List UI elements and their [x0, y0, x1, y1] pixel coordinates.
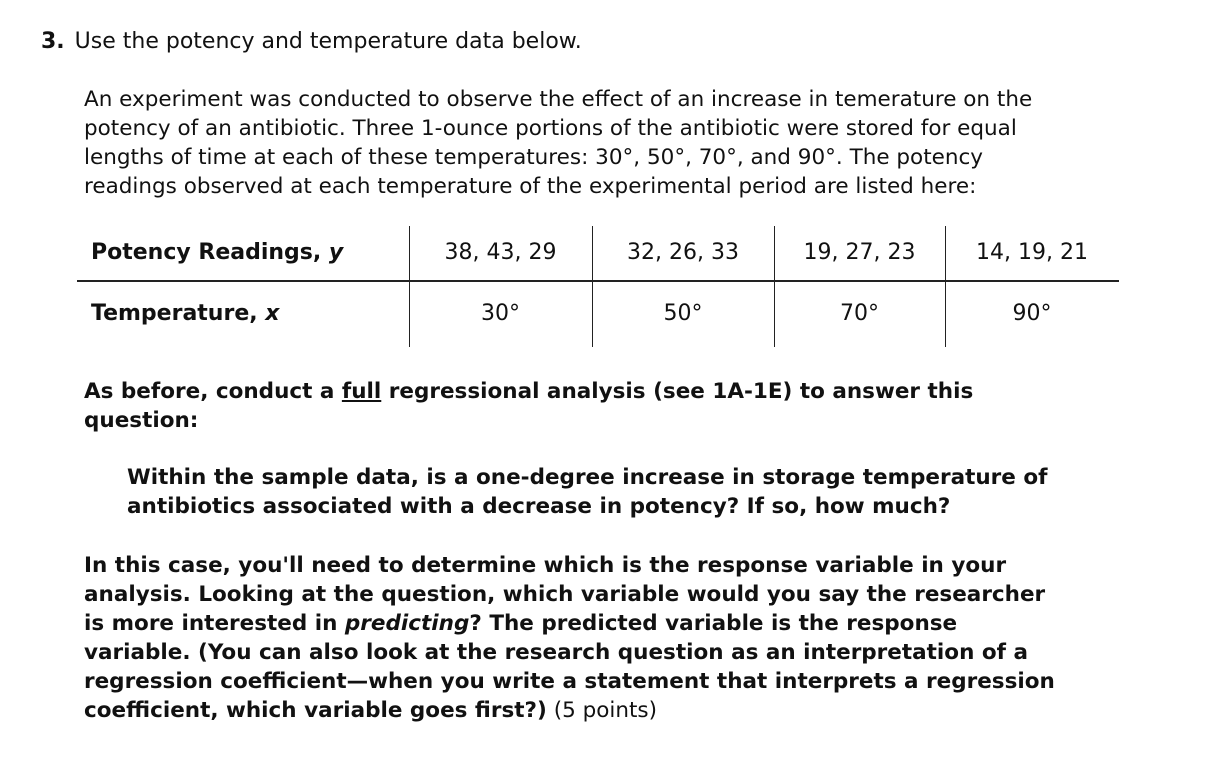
potency-row-label: Potency Readings, y	[91, 240, 344, 265]
potency-cell: 14, 19, 21	[976, 240, 1088, 265]
temperature-cell: 70°	[840, 301, 879, 326]
note-line: In this case, you'll need to determine which is the response variable in your	[84, 553, 1007, 578]
note-paragraph	[84, 551, 1055, 725]
research-question-line: Within the sample data, is a one-degree increase in storage temperature of	[127, 465, 1048, 490]
note-line: is more interested in predicting? The predicted variable is the response	[84, 611, 958, 636]
points-label: (5 points)	[546, 698, 658, 723]
table-row-rule	[77, 280, 1119, 282]
potency-cell: 38, 43, 29	[444, 240, 557, 265]
emphasis-full: full	[341, 379, 382, 404]
research-question-line: antibiotics associated with a decrease in potency? If so, how much?	[127, 494, 951, 519]
data-table	[77, 226, 1119, 347]
intro-line: lengths of time at each of these temperatures: 30°, 50°, 70°, and 90°. The potency	[84, 145, 984, 170]
intro-line: An experiment was conducted to observe the effect of an increase in temerature on the	[84, 87, 1033, 112]
instruction-line: question:	[84, 408, 199, 433]
intro-line: potency of an antibiotic. Three 1-ounce portions of the antibiotic were stored for equal	[84, 116, 1017, 141]
instruction-line: As before, conduct a full regressional analysis (see 1A-1E) to answer this	[84, 379, 974, 404]
temperature-cell: 90°	[1012, 301, 1052, 326]
temperature-cell: 50°	[663, 301, 703, 326]
potency-cell: 19, 27, 23	[803, 240, 916, 265]
intro-line: readings observed at each temperature of the experimental period are listed here:	[84, 174, 977, 199]
note-line: regression coefficient—when you write a statement that interprets a regression	[84, 669, 1055, 694]
emphasis-predicting: predicting	[344, 611, 470, 636]
question-heading	[41, 27, 582, 57]
potency-cell: 32, 26, 33	[627, 240, 739, 265]
intro-paragraph	[84, 85, 1032, 201]
research-question	[127, 463, 1047, 521]
note-line: analysis. Looking at the question, which variable would you say the researcher	[84, 582, 1046, 607]
instruction-paragraph	[84, 377, 973, 435]
temperature-cell: 30°	[481, 301, 520, 326]
note-line: coefficient, which variable goes first?) (5 points)	[84, 698, 658, 723]
question-number: 3.	[41, 29, 65, 54]
question-heading-text: Use the potency and temperature data below.	[74, 29, 582, 54]
temperature-row-label: Temperature, x	[91, 301, 280, 326]
note-line: variable. (You can also look at the research question as an interpretation of a	[84, 640, 1028, 665]
